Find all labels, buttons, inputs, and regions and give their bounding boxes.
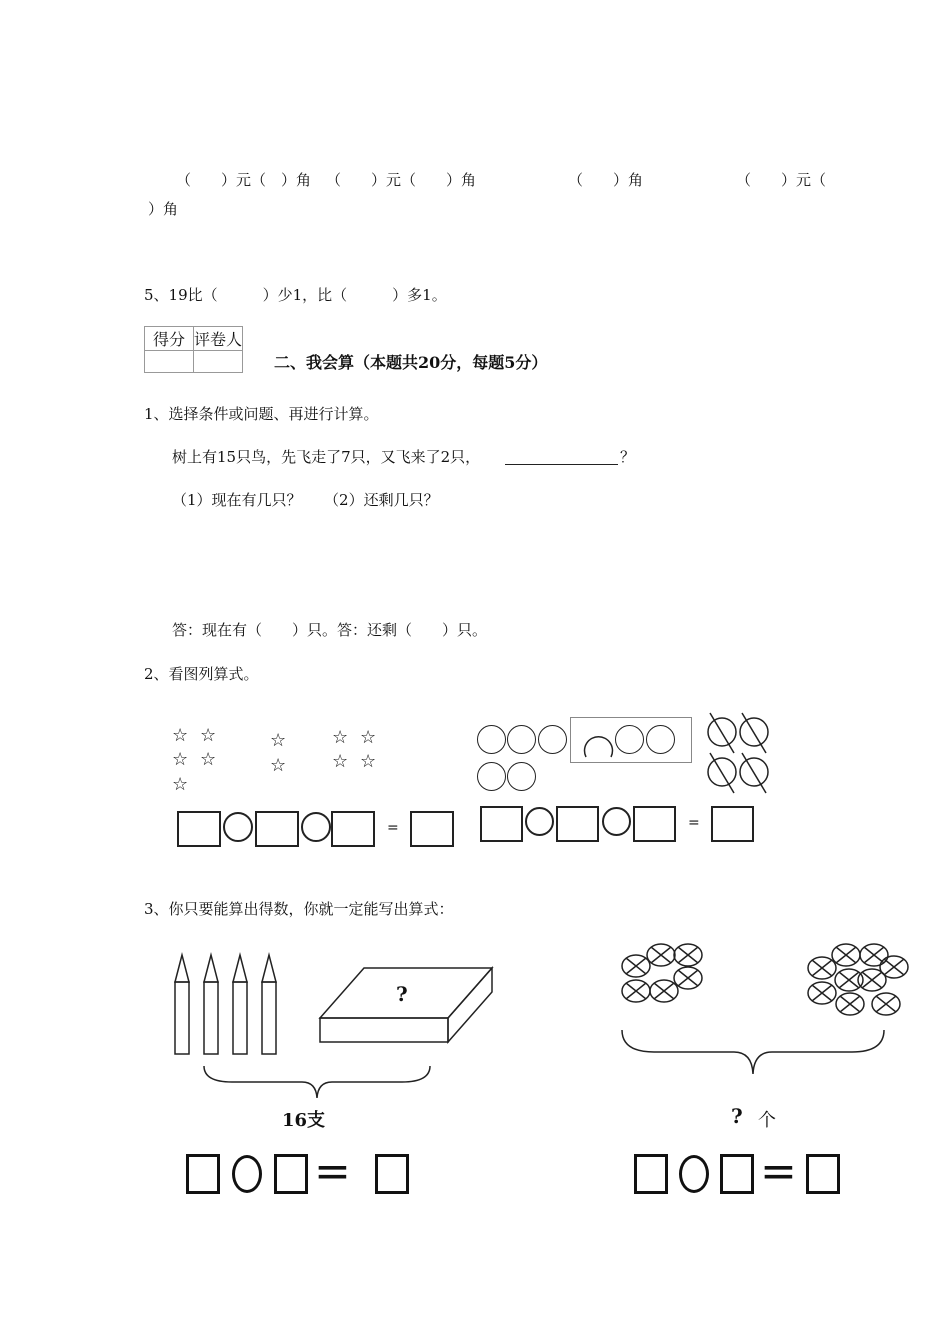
star-icon: ☆ bbox=[332, 727, 349, 748]
broken-circle-icon bbox=[583, 731, 615, 763]
circle-icon bbox=[646, 725, 675, 754]
score-header: 得分 bbox=[145, 327, 194, 351]
answer-box[interactable] bbox=[633, 806, 676, 842]
answer-box[interactable] bbox=[806, 1154, 840, 1194]
brace-icon bbox=[202, 1064, 432, 1100]
crossed-ovals-icon bbox=[618, 940, 918, 1020]
money-answer-4: （ ）元（ bbox=[736, 171, 827, 189]
question-5: 5、19比（ ）少1，比（ ）多1。 bbox=[144, 286, 447, 304]
question-1-qmark: ？ bbox=[620, 448, 636, 466]
question-2-title: 2、看图列算式。 bbox=[144, 665, 259, 683]
answer-box[interactable] bbox=[720, 1154, 754, 1194]
pencils-icon bbox=[172, 952, 284, 1058]
unknown-count-label: ? bbox=[396, 982, 408, 1006]
grader-cell[interactable] bbox=[194, 351, 243, 373]
question-1-options: （1）现在有几只？ （2）还剩几只？ bbox=[172, 491, 439, 509]
operator-circle[interactable] bbox=[301, 812, 331, 842]
star-icon: ☆ bbox=[200, 749, 217, 770]
star-icon: ☆ bbox=[360, 751, 377, 772]
section-2-title: 二、我会算（本题共20分，每题5分） bbox=[274, 353, 548, 372]
pencil-box-icon bbox=[318, 966, 496, 1046]
star-icon: ☆ bbox=[270, 730, 287, 751]
answer-box[interactable] bbox=[711, 806, 754, 842]
question-1-blank[interactable] bbox=[505, 464, 618, 465]
money-answer-1: （ ）元（ ）角 bbox=[176, 171, 312, 189]
score-cell[interactable] bbox=[145, 351, 194, 373]
star-icon: ☆ bbox=[270, 755, 287, 776]
circle-icon bbox=[615, 725, 644, 754]
money-answer-2: （ ）元（ ）角 bbox=[326, 171, 477, 189]
right-total-qmark: ? bbox=[731, 1104, 743, 1128]
operator-circle[interactable] bbox=[679, 1155, 709, 1193]
answer-box[interactable] bbox=[634, 1154, 668, 1194]
answer-box[interactable] bbox=[274, 1154, 308, 1194]
operator-circle[interactable] bbox=[525, 807, 554, 836]
circle-icon bbox=[538, 725, 567, 754]
answer-box[interactable] bbox=[186, 1154, 220, 1194]
star-icon: ☆ bbox=[172, 749, 189, 770]
score-table bbox=[144, 326, 243, 373]
money-answer-4-cont: ）角 bbox=[148, 200, 179, 218]
crossed-circles-icon bbox=[704, 711, 776, 801]
question-1-stem: 树上有15只鸟，先飞走了7只，又飞来了2只， bbox=[172, 448, 481, 466]
answer-box[interactable] bbox=[177, 811, 221, 847]
operator-circle[interactable] bbox=[602, 807, 631, 836]
equals-sign: = bbox=[387, 820, 399, 836]
question-1-title: 1、选择条件或问题、再进行计算。 bbox=[144, 405, 379, 423]
question-3-title: 3、你只要能算出得数，你就一定能写出算式： bbox=[144, 900, 454, 918]
answer-box[interactable] bbox=[375, 1154, 409, 1194]
star-icon: ☆ bbox=[332, 751, 349, 772]
equals-sign: = bbox=[314, 1146, 351, 1197]
circle-icon bbox=[477, 725, 506, 754]
star-icon: ☆ bbox=[360, 727, 377, 748]
right-total-unit: 个 bbox=[758, 1110, 776, 1131]
circle-icon bbox=[477, 762, 506, 791]
question-1-answer: 答：现在有（ ）只。答：还剩（ ）只。 bbox=[172, 621, 488, 639]
star-icon: ☆ bbox=[172, 725, 189, 746]
star-icon: ☆ bbox=[172, 774, 189, 795]
circle-icon bbox=[507, 725, 536, 754]
operator-circle[interactable] bbox=[223, 812, 253, 842]
answer-box[interactable] bbox=[255, 811, 299, 847]
equals-sign: = bbox=[760, 1146, 797, 1197]
answer-box[interactable] bbox=[480, 806, 523, 842]
answer-box[interactable] bbox=[331, 811, 375, 847]
grader-header: 评卷人 bbox=[194, 327, 243, 351]
answer-box[interactable] bbox=[556, 806, 599, 842]
answer-box[interactable] bbox=[410, 811, 454, 847]
circle-icon bbox=[507, 762, 536, 791]
money-answer-3: （ ）角 bbox=[568, 171, 644, 189]
brace-icon bbox=[620, 1028, 888, 1076]
operator-circle[interactable] bbox=[232, 1155, 262, 1193]
star-icon: ☆ bbox=[200, 725, 217, 746]
equals-sign: = bbox=[688, 815, 700, 831]
left-total-label: 16支 bbox=[282, 1110, 326, 1131]
